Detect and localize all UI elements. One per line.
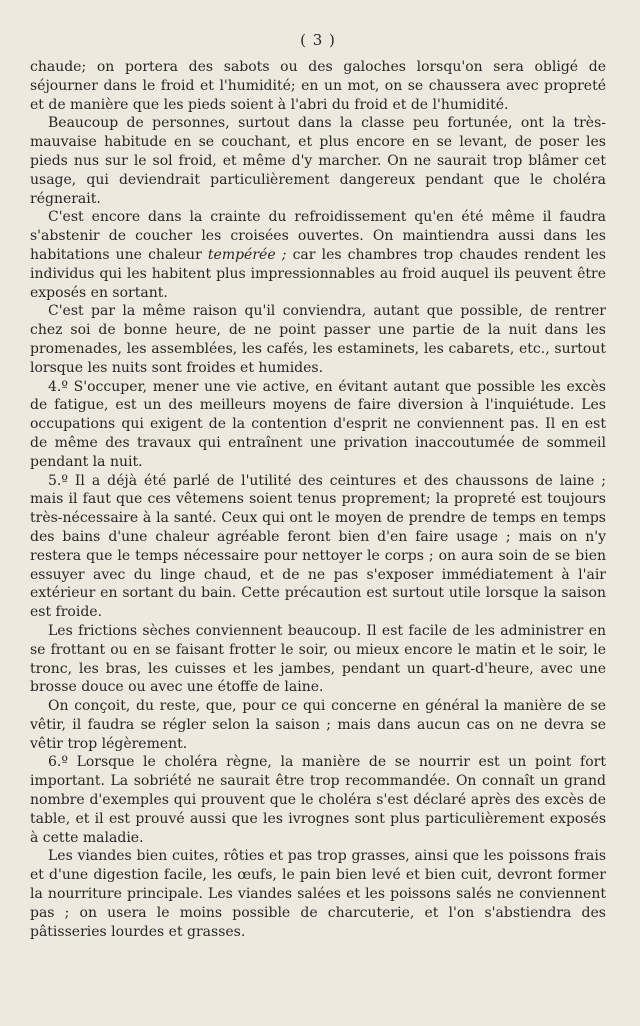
body-text — [30, 58, 606, 941]
paragraph-3-end: car les chambres trop chaudes rendent les individus qui les habitent plus impressionnables au froid auquel ils peuvent être exposés en sortant. — [30, 246, 606, 301]
paragraph-8: On conçoit, du reste, que, pour ce qui concerne en général la manière de se vêtir, il faudra se régler selon la saison ; mais dans aucun cas on ne devra se vêtir trop légèrement. — [30, 698, 606, 752]
paragraph-1: chaude; on portera des sabots ou des galoches lorsqu'on sera obligé de séjourner dans le froid et l'humidité; en un mot, on se chaussera avec propreté et de manière que les pieds soient à l'abri du froid et de l'humidité. — [30, 59, 606, 113]
emphasis-temperee: tempérée ; — [207, 246, 287, 263]
paragraph-9: 6.º Lorsque le choléra règne, la manière de se nourrir est un point fort important. La sobriété ne saurait être trop recommandée. On connaît un grand nombre d'exemples qui prouvent que le choléra s'est déclaré après des excès de table, et il est prouvé aussi que les ivrognes sont plus particulièrement exposés à cette maladie. — [30, 754, 606, 846]
paragraph-3 — [30, 208, 606, 302]
paragraph-7: Les frictions sèches conviennent beaucoup. Il est facile de les administrer en se frottant ou en se faisant frotter le soir, ou mieux encore le matin et le soir, le tronc, les bras, les cuisses et les jambes, pendant un quart-d'heure, avec une brosse douce ou avec une étoffe de laine. — [30, 622, 606, 696]
page-number: ( 3 ) — [300, 31, 336, 49]
paragraph-2: Beaucoup de personnes, surtout dans la classe peu fortunée, ont la très-mauvaise habitude en se couchant, et plus encore en se levant, de poser les pieds nus sur le sol froid, et même d'y marcher. On ne saurait trop blâmer cet usage, qui deviendrait particulièrement dangereux pendant que le choléra régnerait. — [30, 115, 606, 207]
paragraph-4: C'est par la même raison qu'il conviendra, autant que possible, de rentrer chez soi de bonne heure, de ne point passer une partie de la nuit dans les promenades, les assemblées, les cafés, les estaminets, les cabarets, etc., surtout lorsque les nuits sont froides et humides. — [30, 303, 606, 376]
paragraph-3-start: C'est encore dans la crainte du refroidissement qu'en été même il faudra s'abstenir de coucher les croisées ouvertes. On maintiendra aussi dans les habitations une chaleur — [30, 209, 606, 263]
paragraph-5: 4.º S'occuper, mener une vie active, en évitant autant que possible les excès de fatigue, est un des meilleurs moyens de faire diversion à l'inquiétude. Les occupations qui exigent de la contention d'esprit ne conviennent pas. Il en est de même des travaux qui entraînent une privation inaccoutumée de sommeil pendant la nuit. — [30, 378, 606, 470]
paragraph-10: Les viandes bien cuites, rôties et pas trop grasses, ainsi que les poissons frais et d'une digestion facile, les œufs, le pain bien levé et bien cuit, devront former la nourriture principale. Les viandes salées et les poissons salés ne conviennent pas ; on usera le moins possible de charcuterie, et l'on s'abstiendra des pâtisseries lourdes et grasses. — [30, 848, 606, 940]
paragraph-6: 5.º Il a déjà été parlé de l'utilité des ceintures et des chaussons de laine ; mais il faut que ces vêtemens soient tenus proprement; la propreté est toujours très-nécessaire à la santé. Ceux qui ont le moyen de prendre de temps en temps des bains d'une chaleur agréable feront bien d'en faire usage ; mais on n'y restera que le temps nécessaire pour nettoyer le corps ; on aura soin de se bien essuyer avec du linge chaud, et de ne pas s'exposer immédiatement à l'air extérieur en sortant du bain. Cette précaution est surtout utile lorsque la saison est froide. — [30, 472, 606, 621]
